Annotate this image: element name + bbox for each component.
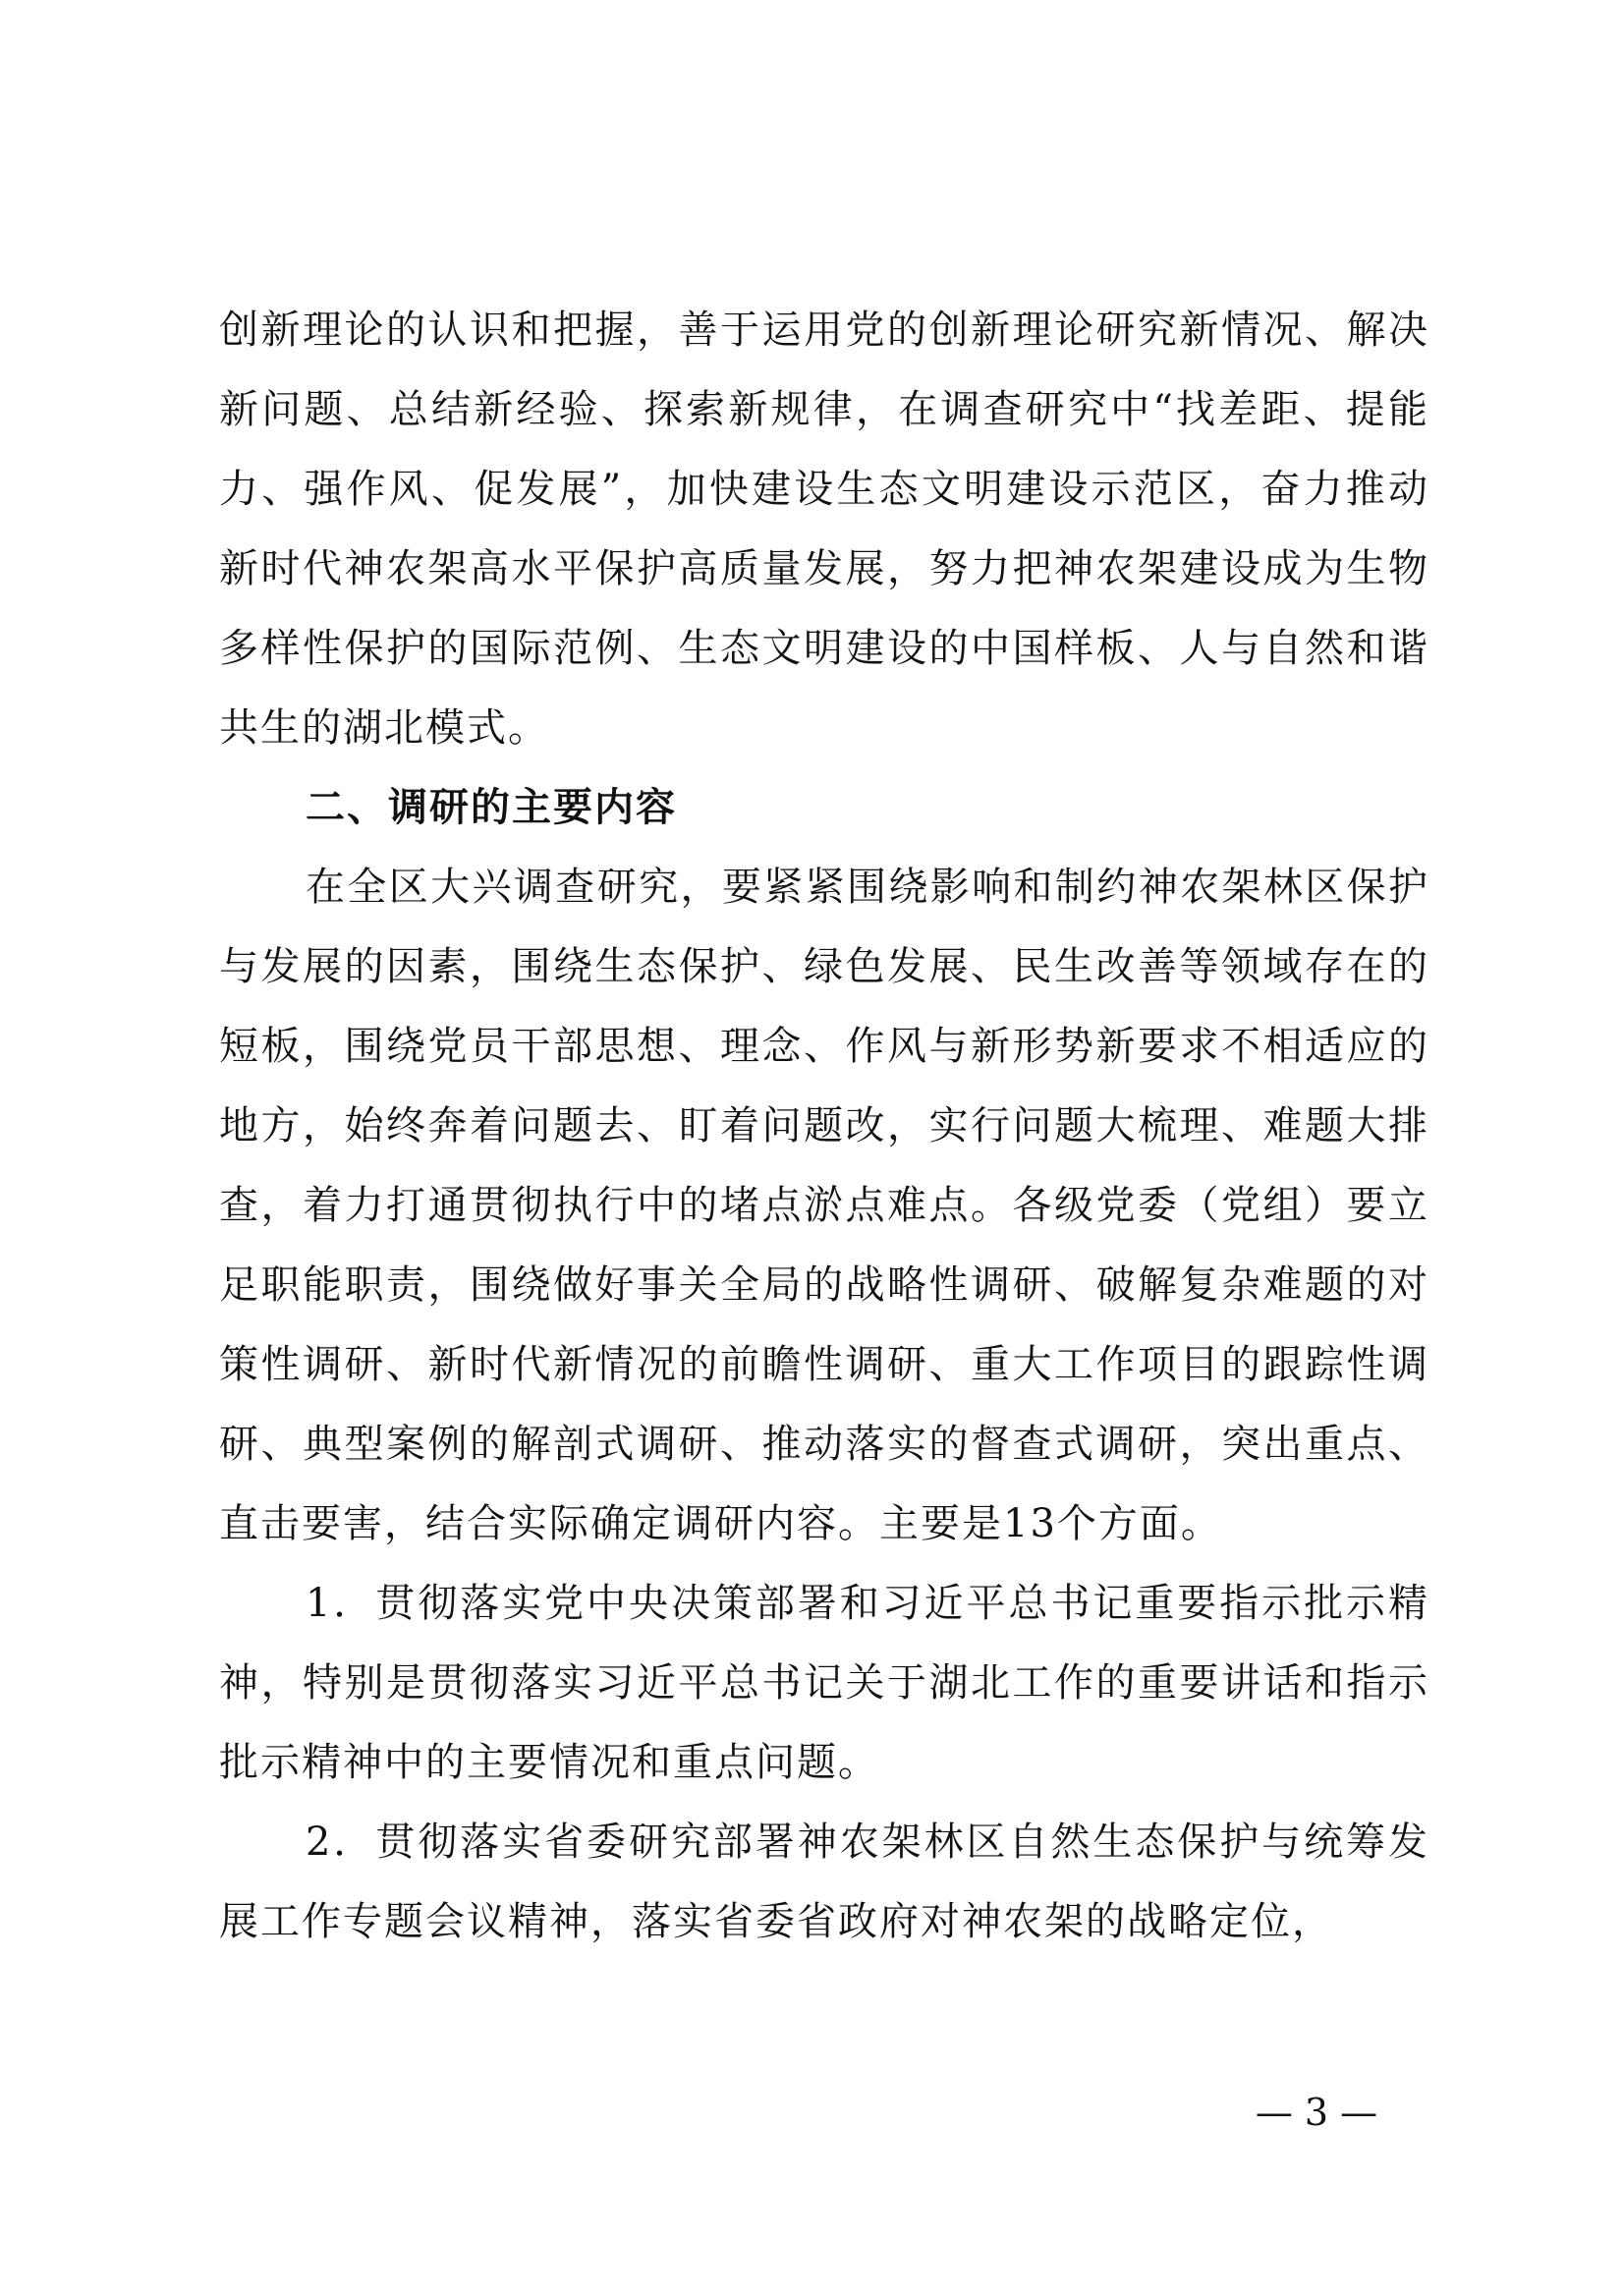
document-body — [219, 291, 1429, 1962]
section-heading-2: 二、调研的主要内容 — [306, 785, 677, 830]
list-item-1: 1．贯彻落实党中央决策部署和习近平总书记重要指示批示精神，特别是贯彻落实习近平总书记关于湖北工作的重要讲话和指示批示精神中的主要情况和重点问题。 — [219, 1581, 1429, 1785]
page-number: — 3 — — [1255, 2091, 1378, 2134]
list-item-2: 2．贯彻落实省委研究部署神农架林区自然生态保护与统筹发展工作专题会议精神，落实省委省政府对神农架的战略定位， — [219, 1820, 1429, 1944]
body-paragraph-1: 创新理论的认识和把握，善于运用党的创新理论研究新情况、解决新问题、总结新经验、探索新规律，在调查研究中“找差距、提能力、强作风、促发展”，加快建设生态文明建设示范区，奋力推动新时代神农架高水平保护高质量发展，努力把神农架建设成为生物多样性保护的国际范例、生态文明建设的中国样板、人与自然和谐共生的湖北模式。 — [219, 308, 1429, 751]
body-paragraph-2: 在全区大兴调查研究，要紧紧围绕影响和制约神农架林区保护与发展的因素，围绕生态保护、绿色发展、民生改善等领域存在的短板，围绕党员干部思想、理念、作风与新形势新要求不相适应的地方，始终奔着问题去、盯着问题改，实行问题大梳理、难题大排查，着力打通贯彻执行中的堵点淤点难点。各级党委（党组）要立足职能职责，围绕做好事关全局的战略性调研、破解复杂难题的对策性调研、新时代新情况的前瞻性调研、重大工作项目的跟踪性调研、典型案例的解剖式调研、推动落实的督查式调研，突出重点、直击要害，结合实际确定调研内容。主要是13个方面。 — [219, 865, 1429, 1546]
